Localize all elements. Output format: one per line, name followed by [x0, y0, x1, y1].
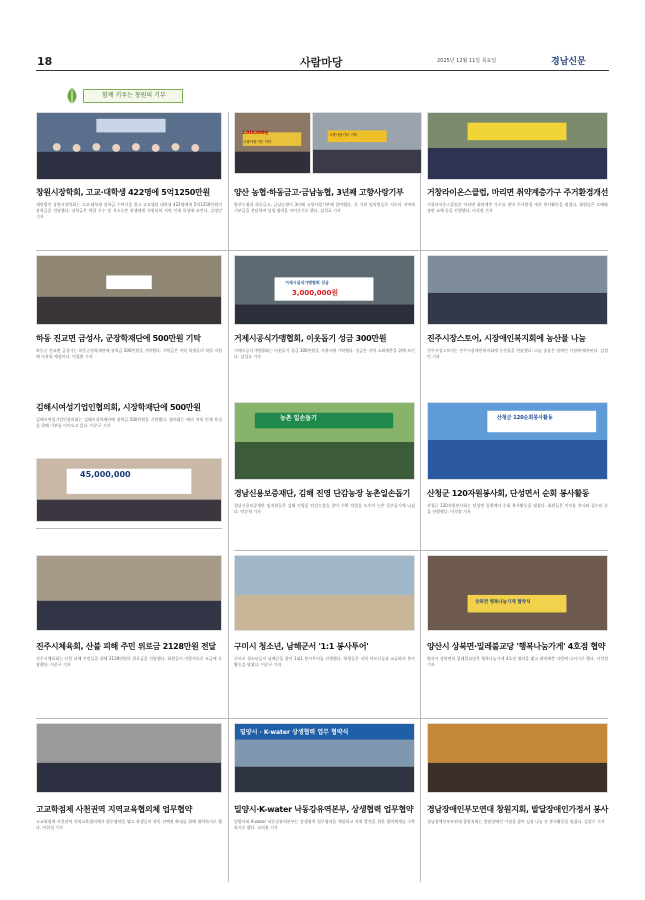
article-body: 진주시체육회는 산불 피해 주민들을 위해 2128만원의 위로금을 전달했다. 회원들이 자발적으로 모금에 동참했다. 이준구 기자: [36, 656, 222, 668]
photo-gimhae: [36, 458, 222, 522]
photo-scholarship: [36, 112, 222, 180]
headline: 창원시장학회, 고교·대학생 422명에 5억1250만원: [36, 188, 210, 197]
banner-caption: 산청군 120순회봉사활동: [497, 415, 553, 421]
row-divider: [36, 718, 608, 719]
article-body: 거제시공식가맹협회는 이웃돕기 성금 300만원을 거제시에 기탁했다. 성금은 지역 소외계층을 위해 쓰인다. 김성호 기자: [234, 348, 415, 360]
banner-caption: 고향사랑기부 기탁: [243, 140, 272, 144]
photo-geumseongsa: [36, 255, 222, 325]
headline: 진주시장스토어, 시장애인복지회에 농산물 나눔: [427, 334, 586, 343]
article-body: 하동군 진교면 금성사는 하동군장학재단에 장학금 500만원을 기탁했다. 기탁금은 지역 학생들의 학업 지원에 사용될 예정이다. 이철환 기자: [36, 348, 222, 360]
photo-gumi: [234, 555, 415, 631]
banner-caption: 밀양시 · K-water 상생협력 업무 협약식: [240, 729, 349, 736]
section-title: 사람마당: [300, 56, 343, 69]
headline: 김해시여성기업인협의회, 시장학재단에 500만원: [36, 403, 201, 412]
article-body: 김해시여성기업인협의회는 김해시장학재단에 장학금 500만원을 기탁했다. 협의회는 매년 지역 인재 육성을 위해 기부를 이어오고 있다. 이준구 기자: [36, 417, 222, 429]
banner-caption: 상북면 행복나눔가게 협약식: [475, 600, 531, 605]
article-body: 산청군 120자원봉사회는 단성면 일원에서 순회 봉사활동을 펼쳤다. 회원들은 이미용 봉사와 집수리 등을 진행했다. 이석정 기자: [427, 503, 608, 515]
newspaper-name: 경남신문: [551, 57, 586, 67]
column-divider: [228, 112, 229, 882]
photo-yangsan-shop: [427, 555, 608, 631]
article-body: 양산농협과 하동금고, 금남농협이 3년째 고향사랑기부에 참여했다. 각 기관 임직원들은 서로의 지역에 기부금을 전달하며 상생 협력을 이어가기로 했다. 김석호 기자: [234, 202, 415, 214]
banner-caption: 농촌 일손돕기: [280, 415, 317, 422]
headline: 경남신용보증재단, 김해 진영 단감농장 농촌일손돕기: [234, 489, 411, 498]
article-body: 경남신용보증재단 임직원들은 김해 진영읍 단감농장을 찾아 수확 작업을 도우며 농촌 일손돕기에 나섰다. 박준혁 기자: [234, 503, 415, 515]
photo-disability-parents: [427, 723, 608, 793]
article-body: 진주시장스토어는 진주시장애인복지회에 농산물을 전달했다. 나눔 물품은 장애인 가정에 배부된다. 김정민 기자: [427, 348, 608, 360]
photo-lions: [427, 112, 608, 180]
article-body: 양산시 상북면과 밀레불교당은 행복나눔가게 4호점 협약을 맺고 취약계층 지원에 나서기로 했다. 이석정 기자: [427, 656, 608, 668]
headline: 고교학점제 사천권역 지역교육협의체 업무협약: [36, 805, 193, 814]
leaf-icon: [64, 87, 80, 105]
photo-jinju-store: [427, 255, 608, 325]
row-divider: [36, 250, 608, 251]
page-number: 18: [37, 55, 53, 68]
headline: 거제시공식가맹협회, 이웃돕기 성금 300만원: [234, 334, 387, 343]
headline: 양산 농협·하동금고·금남농협, 3년째 고향사랑기부: [234, 188, 404, 197]
donation-box-label: 함께 키우는 창원의 기부: [83, 89, 183, 103]
page-header: [0, 0, 645, 80]
photo-sacheon: [36, 723, 222, 793]
column-divider: [420, 112, 421, 882]
article-body: 거창라이온스클럽은 마리면 취약계층 가구를 찾아 주거환경 개선 봉사활동을 펼쳤다. 회원들은 도배와 장판 교체 등을 진행했다. 이석정 기자: [427, 202, 608, 214]
headline: 구미시 청소년, 남해군서 '1:1 봉사투어': [234, 642, 369, 651]
cheque-caption: 거제시실식가맹협회 성금: [285, 280, 329, 285]
banner-caption: 1,010,000원: [242, 130, 269, 135]
row-divider: [234, 550, 608, 551]
row-divider: [36, 528, 222, 529]
article-body: 밀양시와 K-water 낙동강유역본부는 상생협력 업무협약을 체결하고 지역 발전을 위한 협력체계를 구축하기로 했다. 고비용 기자: [234, 819, 415, 831]
headline: 거창라이온스클럽, 마리면 취약계층가구 주거환경개선: [427, 188, 609, 197]
article-body: 고교학점제 사천권역 지역교육협의체가 업무협약을 맺고 학생들의 과목 선택권 확대를 위해 협력하기로 했다. 이한성 기자: [36, 819, 222, 831]
headline: 양산시 상북면·밀레불교당 '행복나눔가게' 4호점 협약: [427, 642, 606, 651]
headline: 진주시체육회, 산불 피해 주민 위로금 2128만원 전달: [36, 642, 216, 651]
headline: 밀양시·K-water 낙동강유역본부, 상생협력 업무협약: [234, 805, 414, 814]
issue-date: 2025년 12월 11일 목요일: [437, 58, 497, 64]
cheque-amount: 3,000,000원: [292, 289, 339, 297]
photo-yangsan-2: [312, 112, 422, 174]
article-body: 구미시 청소년들이 남해군을 찾아 1대1 봉사투어를 진행했다. 학생들은 지역 어르신들과 교류하며 봉사활동을 펼쳤다. 이준구 기자: [234, 656, 415, 668]
header-rule: [36, 70, 609, 71]
article-body: 경남장애인부모연대 창원지회는 발달장애인 가정을 찾아 김장 나눔 등 봉사활동을 펼쳤다. 김상수 기자: [427, 819, 605, 824]
headline: 산청군 120자원봉사회, 단성면서 순회 봉사활동: [427, 489, 590, 498]
photo-jinju-sports: [36, 555, 222, 631]
banner-caption: 고향사랑기부 기탁: [329, 133, 358, 137]
photo-farm: [234, 402, 415, 480]
article-body: 재단법인 창원시장학회는 고교·대학생 장학금 수여식을 열고 고교생과 대학생 422명에게 5억1250만원의 장학금을 전달했다. 장학금은 학업 우수 및 저소득층 학생에게 지원되며 지역 인재 육성에 쓰인다. 김정민 기자: [36, 202, 222, 220]
headline: 경남장애인부모연대 창원지회, 발달장애인가정서 봉사: [427, 805, 609, 814]
headline: 하동 진교면 금성사, 군장학재단에 500만원 기탁: [36, 334, 201, 343]
cheque-amount: 45,000,000: [80, 470, 131, 479]
